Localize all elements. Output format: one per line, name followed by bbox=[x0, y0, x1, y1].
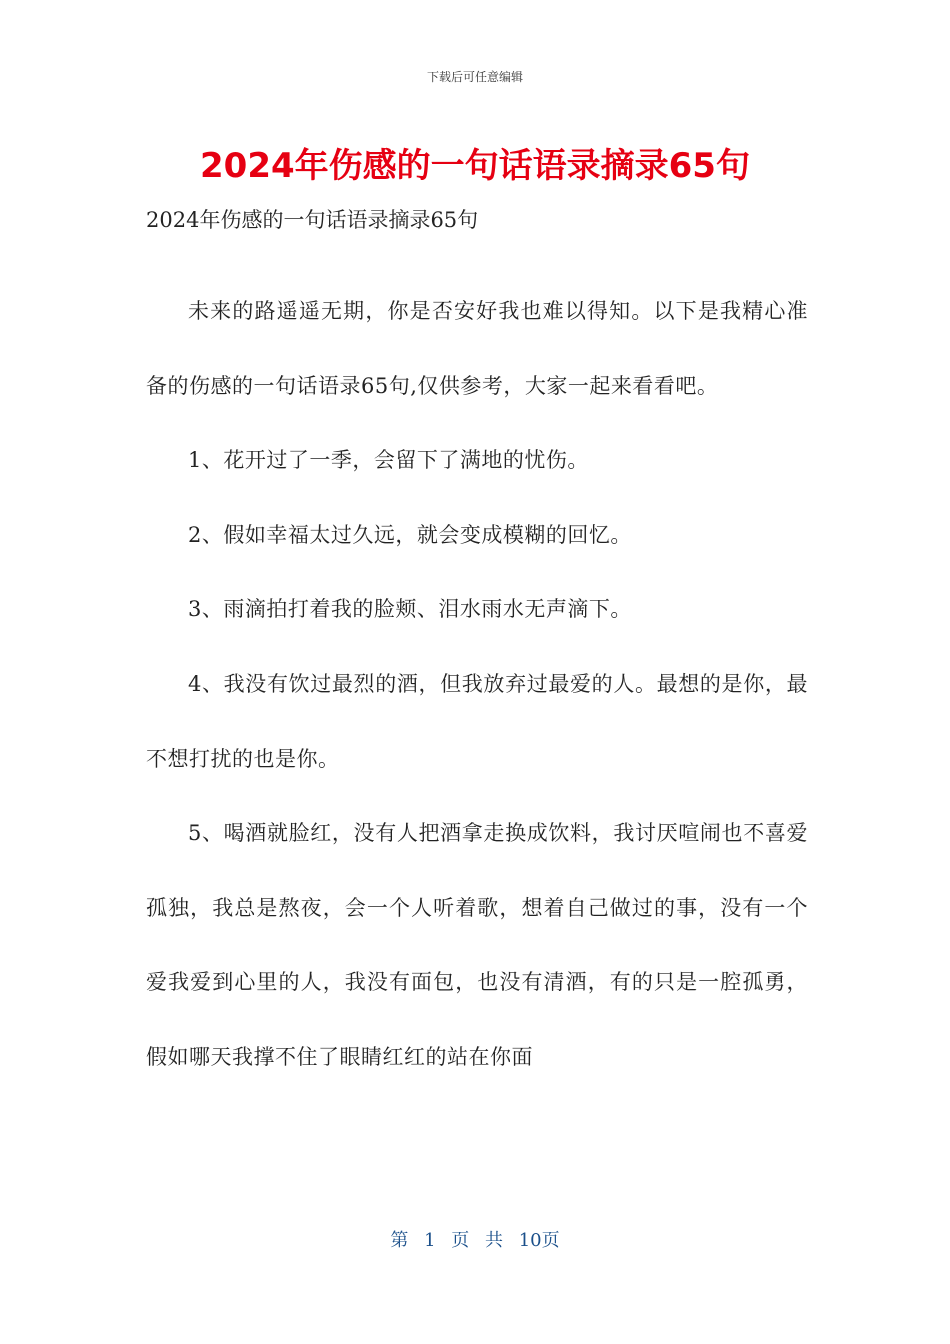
document-body bbox=[146, 274, 808, 1095]
paragraph-item-3: 3、雨滴拍打着我的脸颊、泪水雨水无声滴下。 bbox=[188, 597, 632, 622]
paragraph-item-2: 2、假如幸福太过久远，就会变成模糊的回忆。 bbox=[188, 522, 632, 547]
paragraph-item-4: 4、我没有饮过最烈的酒，但我放弃过最爱的人。最想的是你，最不想打扰的也是你。 bbox=[146, 671, 808, 771]
footer-page-label: 第 bbox=[390, 1230, 409, 1251]
footer-current-page: 1 bbox=[424, 1230, 436, 1251]
paragraph-intro: 未来的路遥遥无期，你是否安好我也难以得知。以下是我精心准备的伤感的一句话语录65句,仅供参考，大家一起来看看吧。 bbox=[146, 299, 808, 398]
footer-page-unit: 页 bbox=[451, 1230, 470, 1251]
header-note: 下载后可任意编辑 bbox=[426, 70, 523, 84]
footer-total-label: 共 bbox=[485, 1230, 503, 1251]
paragraph-item-5: 5、喝酒就脸红，没有人把酒拿走换成饮料，我讨厌喧闹也不喜爱孤独，我总是熬夜，会一个人听着歌，想着自己做过的事，没有一个爱我爱到心里的人，我没有面包，也没有清酒，有的只是一腔孤勇，假如哪天我撑不住了眼睛红红的站在你面 bbox=[146, 821, 808, 1069]
paragraph-item-1: 1、花开过了一季，会留下了满地的忧伤。 bbox=[188, 448, 589, 473]
document-subtitle: 2024年伤感的一句话语录摘录65句 bbox=[146, 208, 479, 232]
document-title: 2024年伤感的一句话语录摘录65句 bbox=[200, 146, 750, 186]
footer-total-pages: 10页 bbox=[518, 1230, 560, 1251]
page-footer bbox=[0, 1226, 950, 1252]
